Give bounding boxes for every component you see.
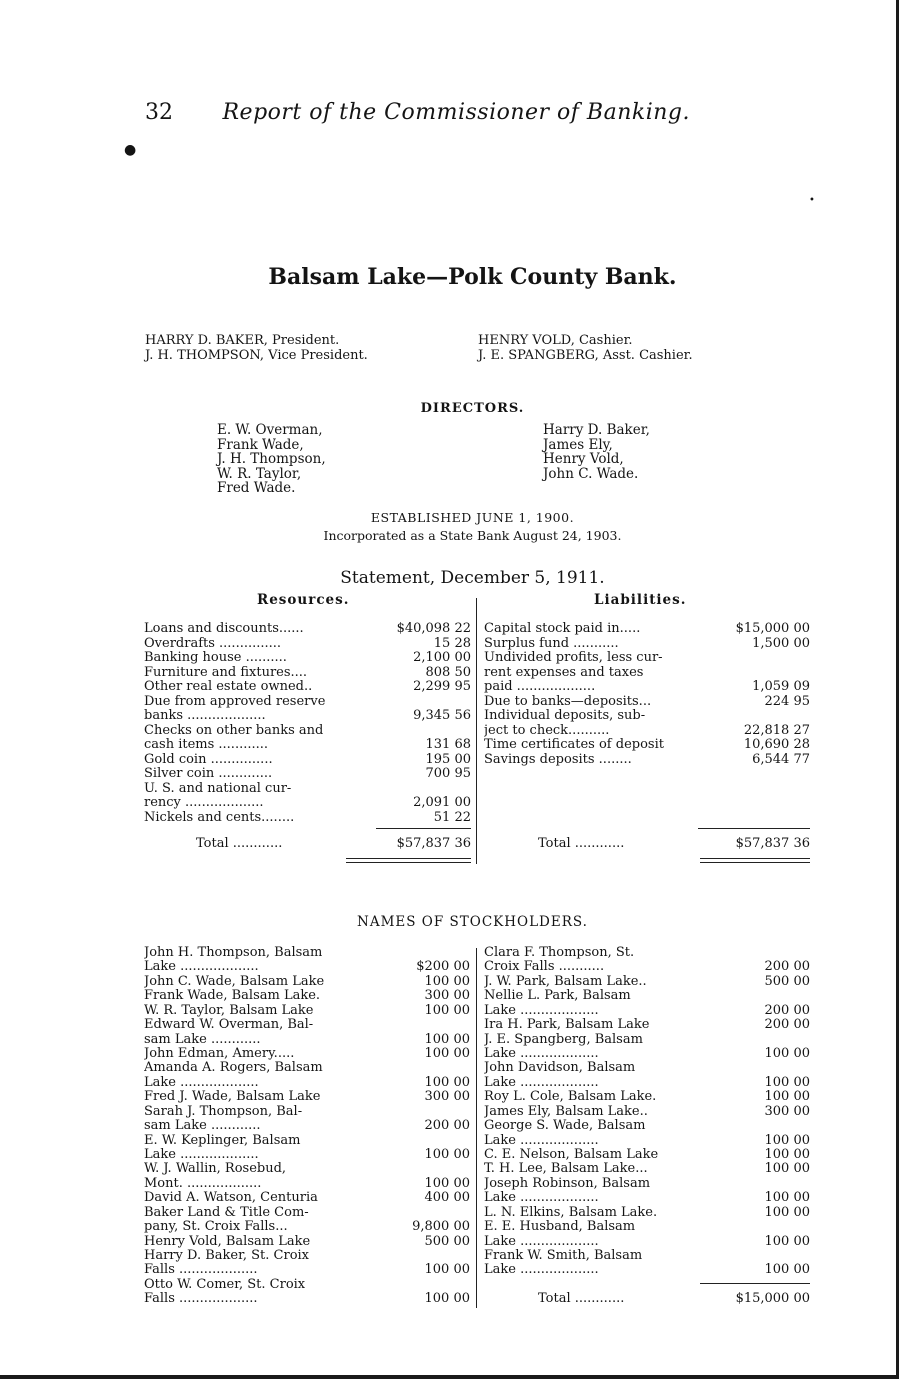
entry-label: W. R. Taylor, Balsam Lake xyxy=(144,1002,314,1018)
page-number: 32 xyxy=(145,100,173,125)
entry-label: rency ................... xyxy=(144,795,264,810)
entry-label: Roy L. Cole, Balsam Lake. xyxy=(484,1089,657,1105)
entry-label: sam Lake ............ xyxy=(144,1118,261,1134)
stockholder-row xyxy=(484,1133,810,1148)
stockholder-row xyxy=(144,1176,470,1191)
resource-row xyxy=(144,781,471,796)
resource-row xyxy=(144,723,471,738)
resource-row xyxy=(144,752,471,767)
entry-label: Lake ................... xyxy=(484,1046,599,1061)
entry-label: Capital stock paid in..... xyxy=(484,621,641,636)
entry-amount: 100 00 xyxy=(424,1175,470,1191)
statement-title: Statement, December 5, 1911. xyxy=(340,568,605,588)
stockholders-heading: NAMES OF STOCKHOLDERS. xyxy=(357,914,588,930)
liabilities-heading: Liabilities. xyxy=(594,592,687,608)
stockholder-row xyxy=(144,1032,470,1047)
entry-label: Fred J. Wade, Balsam Lake xyxy=(144,1089,321,1105)
resources-heading: Resources. xyxy=(257,592,350,608)
stockholder-row xyxy=(484,1190,810,1205)
entry-label: Silver coin ............. xyxy=(144,766,273,781)
entry-amount: 2,091 00 xyxy=(413,795,471,810)
established-line: ESTABLISHED JUNE 1, 1900. xyxy=(370,510,575,525)
entry-amount: 700 95 xyxy=(425,766,471,781)
entry-label: Savings deposits ........ xyxy=(484,751,632,767)
entry-label: Henry Vold, Balsam Lake xyxy=(144,1233,311,1249)
entry-label: Clara F. Thompson, St. xyxy=(484,945,635,960)
entry-amount: 100 00 xyxy=(424,1291,470,1307)
stockholder-row xyxy=(144,1046,470,1061)
stockholder-row xyxy=(484,1032,810,1047)
entry-amount: $57,837 36 xyxy=(735,836,810,851)
entry-label: Surplus fund ........... xyxy=(484,635,619,651)
liability-row xyxy=(484,621,810,636)
resources-total-row xyxy=(144,836,471,851)
entry-label: Lake ................... xyxy=(484,1002,599,1018)
stockholder-row xyxy=(484,1089,810,1104)
entry-label: Otto W. Comer, St. Croix xyxy=(144,1276,306,1292)
stockholder-row xyxy=(144,1133,470,1148)
entry-label: sam Lake ............ xyxy=(144,1031,261,1047)
stockholder-row xyxy=(144,945,470,960)
stockholder-row xyxy=(484,1104,810,1119)
entry-amount: 100 00 xyxy=(424,1074,470,1090)
running-title: Report of the Commissioner of Banking. xyxy=(222,100,690,125)
entry-amount: 1,059 09 xyxy=(752,679,810,694)
stockholder-row xyxy=(144,1075,470,1090)
liability-row xyxy=(484,708,810,723)
stockholder-row xyxy=(484,1147,810,1162)
liability-row xyxy=(484,723,810,738)
entry-label: John Davidson, Balsam xyxy=(484,1060,636,1076)
entry-label: Undivided profits, less cur- xyxy=(484,650,663,665)
director-name: J. H. Thompson, xyxy=(217,451,326,467)
entry-label: Time certificates of deposit xyxy=(484,737,664,752)
director-name: Henry Vold, xyxy=(543,451,624,467)
entry-amount: 100 00 xyxy=(764,1132,810,1148)
entry-label: W. J. Wallin, Rosebud, xyxy=(144,1161,287,1177)
entry-label: Checks on other banks and xyxy=(144,722,324,738)
entry-label: Ira H. Park, Balsam Lake xyxy=(484,1017,650,1033)
director-name: Frank Wade, xyxy=(217,436,304,453)
entry-amount: 100 00 xyxy=(424,1046,470,1061)
entry-label: Due from approved reserve xyxy=(144,693,326,709)
entry-label: paid ................... xyxy=(484,679,596,694)
stockholder-row xyxy=(484,1205,810,1220)
entry-amount: 131 68 xyxy=(425,737,471,752)
officer-cashier: HENRY VOLD, Cashier. xyxy=(478,333,633,348)
stockholder-row xyxy=(144,1017,470,1032)
entry-label: Edward W. Overman, Bal- xyxy=(144,1017,314,1033)
entry-label: cash items ............ xyxy=(144,737,269,752)
bank-title: Balsam Lake—Polk County Bank. xyxy=(268,264,677,290)
entry-amount: 200 00 xyxy=(764,1017,810,1033)
entry-label: Croix Falls ........... xyxy=(484,959,605,975)
stockholder-row xyxy=(484,1075,810,1090)
stockholder-row xyxy=(144,1262,470,1277)
entry-label: Falls ................... xyxy=(144,1262,258,1278)
entry-label: Baker Land & Title Com- xyxy=(144,1204,309,1220)
entry-label: Mont. .................. xyxy=(144,1175,262,1191)
entry-amount: 100 00 xyxy=(424,1031,470,1047)
stockholder-row xyxy=(144,1234,470,1249)
entry-amount: 808 50 xyxy=(425,664,471,680)
entry-amount: 100 00 xyxy=(764,1161,810,1177)
entry-amount: 100 00 xyxy=(764,1089,810,1105)
resource-row xyxy=(144,650,471,665)
stockholder-row xyxy=(484,959,810,974)
director-name: Harry D. Baker, xyxy=(543,422,650,438)
entry-amount: 10,690 28 xyxy=(743,737,810,752)
entry-amount: 300 00 xyxy=(424,1089,470,1105)
officer-president: HARRY D. BAKER, President. xyxy=(145,333,340,348)
stockholder-row xyxy=(484,1234,810,1249)
entry-amount: 100 00 xyxy=(764,1262,810,1278)
director-name: James Ely, xyxy=(543,436,613,453)
entry-amount: 100 00 xyxy=(764,1074,810,1090)
stockholder-row xyxy=(484,1161,810,1176)
entry-amount: 100 00 xyxy=(424,1147,470,1163)
entry-amount: 300 00 xyxy=(764,1103,810,1119)
entry-amount: 2,100 00 xyxy=(413,650,471,665)
officer-asst-cashier: J. E. SPANGBERG, Asst. Cashier. xyxy=(478,348,693,363)
entry-amount: 100 00 xyxy=(424,973,470,989)
entry-label: Nickels and cents........ xyxy=(144,809,295,825)
entry-label: Frank Wade, Balsam Lake. xyxy=(144,988,321,1004)
entry-amount: 51 22 xyxy=(433,809,471,825)
stockholder-row xyxy=(144,1291,470,1306)
stockholder-row xyxy=(144,974,470,989)
stockholder-row xyxy=(484,945,810,960)
stockholder-row xyxy=(144,1060,470,1075)
double-rule xyxy=(700,862,810,863)
entry-amount: 100 00 xyxy=(764,1190,810,1206)
entry-label: Lake ................... xyxy=(144,1147,259,1163)
stockholder-row xyxy=(144,1277,470,1292)
subtotal-rule xyxy=(376,828,471,829)
resource-row xyxy=(144,621,471,636)
entry-amount: 22,818 27 xyxy=(743,722,810,738)
entry-label: Lake ................... xyxy=(484,1132,599,1148)
entry-label: Other real estate owned.. xyxy=(144,679,313,694)
stockholder-row xyxy=(144,1118,470,1133)
entry-amount: 100 00 xyxy=(764,1204,810,1220)
resource-row xyxy=(144,636,471,651)
entry-label: Banking house .......... xyxy=(144,650,287,665)
stockholder-row xyxy=(484,1017,810,1032)
stockholder-row xyxy=(144,1248,470,1263)
entry-amount: $40,098 22 xyxy=(396,621,471,636)
entry-label: T. H. Lee, Balsam Lake... xyxy=(484,1161,648,1177)
officer-vice-president: J. H. THOMPSON, Vice President. xyxy=(145,348,368,363)
directors-left xyxy=(217,423,326,496)
entry-label: Frank W. Smith, Balsam xyxy=(484,1248,643,1264)
statement-divider xyxy=(476,598,477,864)
entry-amount: 9,345 56 xyxy=(413,708,471,723)
entry-amount: 300 00 xyxy=(424,988,470,1004)
resource-row xyxy=(144,810,471,825)
entry-label: Total ............ xyxy=(538,1291,625,1306)
stockholder-row xyxy=(484,988,810,1003)
entry-amount: 100 00 xyxy=(424,1002,470,1018)
entry-amount: 195 00 xyxy=(425,751,471,767)
stockholder-row xyxy=(484,1176,810,1191)
entry-label: Due to banks—deposits... xyxy=(484,693,652,709)
stockholder-row xyxy=(484,1003,810,1018)
entry-amount: 15 28 xyxy=(433,635,471,651)
stockholder-row xyxy=(484,1262,810,1277)
entry-label: Nellie L. Park, Balsam xyxy=(484,988,631,1004)
entry-label: Joseph Robinson, Balsam xyxy=(484,1175,651,1191)
double-rule xyxy=(346,858,471,859)
entry-label: rent expenses and taxes xyxy=(484,664,644,680)
stockholder-row xyxy=(484,1118,810,1133)
entry-label: Lake ................... xyxy=(484,1190,599,1206)
entry-label: Furniture and fixtures.... xyxy=(144,664,308,680)
liability-row xyxy=(484,636,810,651)
entry-label: Lake ................... xyxy=(484,1074,599,1090)
entry-label: Total ............ xyxy=(538,836,625,851)
entry-amount: 224 95 xyxy=(764,693,810,709)
entry-label: John C. Wade, Balsam Lake xyxy=(144,973,325,989)
director-name: E. W. Overman, xyxy=(217,422,323,438)
entry-label: L. N. Elkins, Balsam Lake. xyxy=(484,1204,658,1220)
entry-amount: $200 00 xyxy=(416,959,470,975)
entry-label: James Ely, Balsam Lake.. xyxy=(484,1103,648,1119)
officers-right xyxy=(478,333,693,363)
stockholder-row xyxy=(144,1205,470,1220)
entry-label: Lake ................... xyxy=(144,959,259,975)
officers-left xyxy=(145,333,368,363)
entry-label: banks ................... xyxy=(144,708,266,723)
entry-amount: 200 00 xyxy=(764,1002,810,1018)
entry-amount: 400 00 xyxy=(424,1190,470,1206)
liability-row xyxy=(484,737,810,752)
ink-speck: ● xyxy=(124,142,137,158)
entry-amount: 100 00 xyxy=(764,1147,810,1163)
stockholder-row xyxy=(484,1248,810,1263)
entry-amount: 200 00 xyxy=(424,1118,470,1134)
entry-label: David A. Watson, Centuria xyxy=(144,1190,318,1206)
stockholder-row xyxy=(144,1219,470,1234)
entry-label: C. E. Nelson, Balsam Lake xyxy=(484,1147,659,1163)
stockholder-row xyxy=(144,1089,470,1104)
resource-row xyxy=(144,694,471,709)
directors-right xyxy=(543,423,650,481)
entry-label: Lake ................... xyxy=(144,1074,259,1090)
entry-label: U. S. and national cur- xyxy=(144,780,292,796)
entry-amount: 100 00 xyxy=(424,1262,470,1278)
entry-label: Sarah J. Thompson, Bal- xyxy=(144,1103,303,1119)
stockholder-row xyxy=(144,1104,470,1119)
resource-row xyxy=(144,708,471,723)
entry-label: Amanda A. Rogers, Balsam xyxy=(144,1060,323,1076)
ink-dot: • xyxy=(809,195,815,206)
entry-label: pany, St. Croix Falls... xyxy=(144,1219,288,1235)
resource-row xyxy=(144,795,471,810)
stockholders-divider xyxy=(476,948,477,1308)
entry-label: Loans and discounts...... xyxy=(144,621,304,636)
stockholder-row xyxy=(484,1219,810,1234)
entry-label: George S. Wade, Balsam xyxy=(484,1118,646,1134)
director-name: Fred Wade. xyxy=(217,480,296,496)
entry-amount: 500 00 xyxy=(764,973,810,989)
entry-amount: 1,500 00 xyxy=(752,635,810,651)
stockholder-row xyxy=(144,1161,470,1176)
entry-amount: 9,800 00 xyxy=(412,1219,470,1235)
entry-label: John Edman, Amery..... xyxy=(144,1046,295,1061)
entry-amount: $15,000 00 xyxy=(735,1291,810,1306)
resource-row xyxy=(144,766,471,781)
entry-label: ject to check.......... xyxy=(484,722,610,738)
entry-label: J. E. Spangberg, Balsam xyxy=(484,1031,643,1047)
liability-row xyxy=(484,694,810,709)
entry-amount: 200 00 xyxy=(764,959,810,975)
resource-row xyxy=(144,679,471,694)
incorporated-line: Incorporated as a State Bank August 24, 1903. xyxy=(323,528,622,543)
entry-label: Lake ................... xyxy=(484,1233,599,1249)
entry-label: John H. Thompson, Balsam xyxy=(144,945,323,960)
stockholder-row xyxy=(144,1190,470,1205)
entry-label: Harry D. Baker, St. Croix xyxy=(144,1248,310,1264)
entry-amount: 100 00 xyxy=(764,1046,810,1061)
scan-edge-bottom xyxy=(0,1375,899,1379)
liability-row xyxy=(484,650,810,665)
liability-row xyxy=(484,752,810,767)
entry-amount: 500 00 xyxy=(424,1233,470,1249)
entry-label: Lake ................... xyxy=(484,1262,599,1278)
entry-label: Total ............ xyxy=(196,836,283,851)
entry-label: Individual deposits, sub- xyxy=(484,708,646,723)
stockholder-row xyxy=(144,959,470,974)
liabilities-total-row xyxy=(484,836,810,851)
stockholder-row xyxy=(484,1046,810,1061)
liability-row xyxy=(484,665,810,680)
entry-label: J. W. Park, Balsam Lake.. xyxy=(484,973,647,989)
resource-row xyxy=(144,737,471,752)
directors-heading: DIRECTORS. xyxy=(420,401,525,416)
entry-amount: $15,000 00 xyxy=(735,621,810,636)
entry-label: Gold coin ............... xyxy=(144,751,273,767)
entry-label: Falls ................... xyxy=(144,1291,258,1307)
subtotal-rule xyxy=(698,828,810,829)
stockholder-row xyxy=(484,974,810,989)
entry-label: E. E. Husband, Balsam xyxy=(484,1219,636,1235)
entry-amount: 2,299 95 xyxy=(413,679,471,694)
double-rule xyxy=(346,862,471,863)
subtotal-rule xyxy=(700,1283,810,1284)
liability-row xyxy=(484,679,810,694)
resource-row xyxy=(144,665,471,680)
entry-label: E. W. Keplinger, Balsam xyxy=(144,1132,301,1148)
director-name: John C. Wade. xyxy=(543,465,639,482)
entry-label: Overdrafts ............... xyxy=(144,635,282,651)
stockholder-row xyxy=(144,1003,470,1018)
stockholder-row xyxy=(144,988,470,1003)
stockholder-row xyxy=(484,1060,810,1075)
entry-amount: $57,837 36 xyxy=(396,836,471,851)
director-name: W. R. Taylor, xyxy=(217,465,302,482)
running-head xyxy=(145,100,690,130)
stockholder-row xyxy=(144,1147,470,1162)
stockholders-total-row xyxy=(484,1291,810,1306)
entry-amount: 6,544 77 xyxy=(752,751,810,767)
entry-amount: 100 00 xyxy=(764,1233,810,1249)
double-rule xyxy=(700,858,810,859)
